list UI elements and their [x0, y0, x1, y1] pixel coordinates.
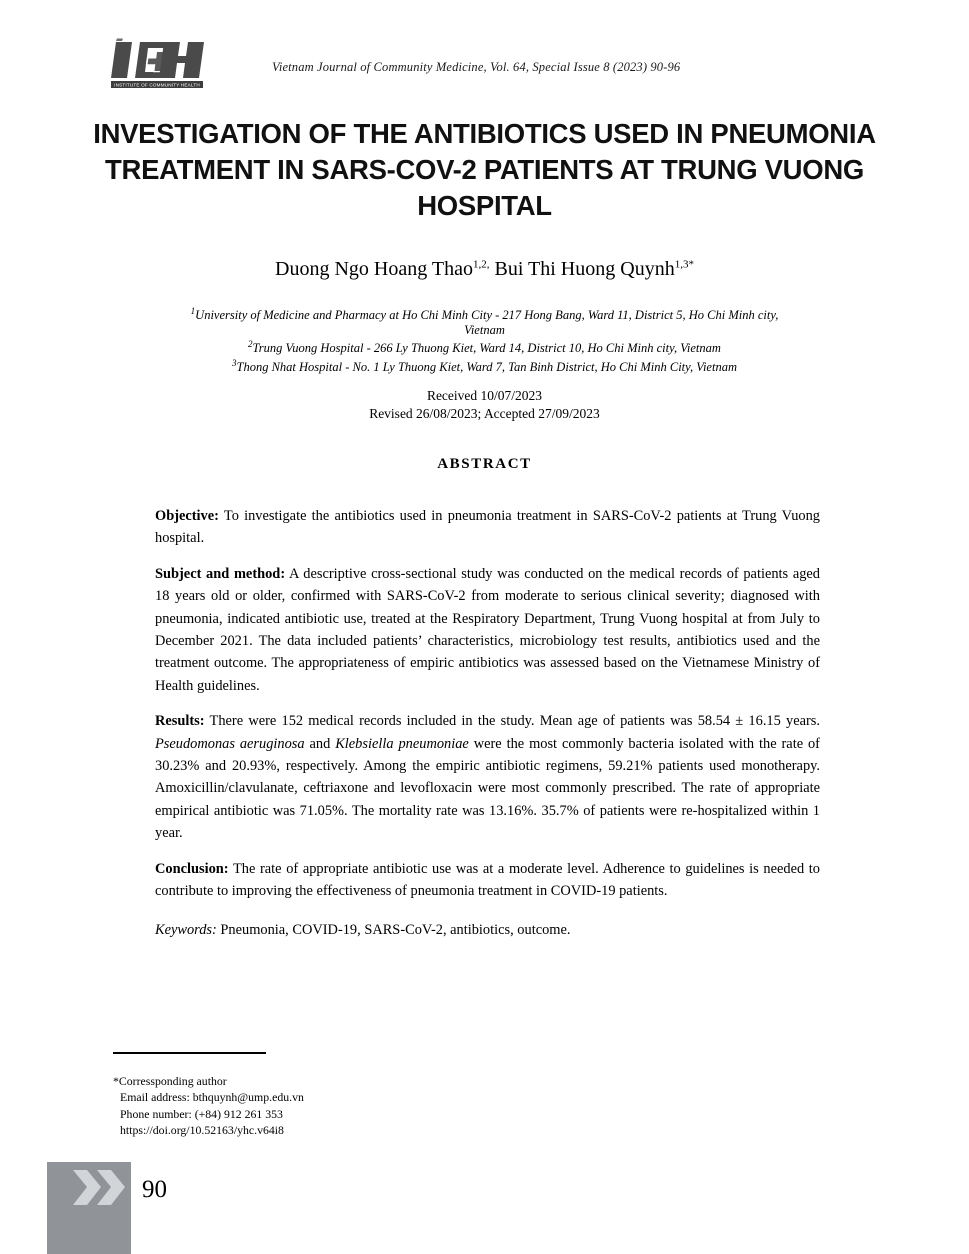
- objective-label: Objective:: [155, 508, 219, 524]
- results-text-part-2: and: [304, 735, 336, 752]
- corresponding-author-phone: Phone number: (+84) 912 261 353: [120, 1106, 283, 1121]
- footnote-divider: [113, 1052, 266, 1054]
- affiliation-2: [92, 337, 877, 356]
- author-name-2: Bui Thi Huong Quynh: [494, 258, 675, 280]
- revised-accepted-date: Revised 26/08/2023; Accepted 27/09/2023: [369, 406, 600, 421]
- corresponding-author-email[interactable]: Email address: bthquynh@ump.edu.vn: [120, 1090, 304, 1105]
- title-line-1: INVESTIGATION OF THE ANTIBIOTICS USED IN PNEUMONIA: [93, 118, 876, 149]
- method-text: A descriptive cross-sectional study was conducted on the medical records of patients aged 18 years old or older, confirmed with SARS-CoV-2 from moderate to serious clinical severity; diagnosed with pneumonia, indicated antibiotic use, treated at the Respiratory Department, Trung Vuong hospital at from July to December 2021. The data included patients’ characteristics, microbiology test results, antibiotics used and the treatment outcome. The appropriateness of empiric antibiotics was assessed based on the Vietnamese Ministry of Health guidelines.: [155, 565, 820, 694]
- abstract-conclusion-paragraph: [155, 858, 820, 903]
- abstract-heading: ABSTRACT: [437, 456, 532, 472]
- article-doi-link[interactable]: https://doi.org/10.52163/yhc.v64i8: [120, 1123, 284, 1138]
- abstract-keywords-paragraph: [155, 919, 820, 941]
- author-list: [92, 258, 877, 281]
- keywords-text: Pneumonia, COVID-19, SARS-CoV-2, antibiotics, outcome.: [216, 921, 571, 938]
- page-title: [92, 116, 877, 224]
- page-number: 90: [142, 1176, 167, 1203]
- affiliation-2-text: Trung Vuong Hospital - 266 Ly Thuong Kiet, Ward 14, District 10, Ho Chi Minh city, Vietnam: [252, 341, 721, 356]
- abstract-results-paragraph: [155, 710, 820, 844]
- results-species-2: Klebsiella pneumoniae: [335, 735, 469, 752]
- received-date: Received 10/07/2023: [426, 388, 543, 403]
- results-text-part-3: were the most commonly bacteria isolated with the rate of 30.23% and 20.93%, respectively. Among the empiric antibiotic regimens, 59.21% patients used monotherapy. Amoxicillin/clavulanate, ceftriaxone and levofloxacin were most commonly prescribed. The rate of appropriate empirical antibiotic was 71.05%. The mortality rate was 13.16%. 35.7% of patients were re-hospitalized within 1 year.: [155, 735, 820, 842]
- article-dates: [92, 387, 877, 423]
- keywords-label: Keywords:: [155, 921, 217, 938]
- abstract-objective-paragraph: [155, 505, 820, 550]
- double-chevron-right-icon: [67, 1168, 127, 1208]
- page-marker-block: [47, 1162, 131, 1254]
- results-text-part-1: There were 152 medical records included in the study. Mean age of patients was 58.54 ± 16.15 years.: [204, 713, 820, 730]
- conclusion-label: Conclusion:: [155, 860, 229, 877]
- results-label: Results:: [155, 713, 205, 730]
- journal-logo-icon: [110, 38, 204, 90]
- affiliation-1-continued: Vietnam: [464, 322, 505, 337]
- corresponding-author-label: *Corressponding author: [113, 1074, 227, 1088]
- affiliation-list: [92, 304, 877, 374]
- affiliation-marker-2: 2: [248, 339, 253, 350]
- abstract-method-paragraph: [155, 563, 820, 697]
- page-header: [0, 36, 969, 98]
- affiliation-1: [92, 304, 877, 323]
- objective-text: To investigate the antibiotics used in pneumonia treatment in SARS-CoV-2 patients at Trung Vuong hospital.: [155, 508, 820, 547]
- author-affiliation-marker-2: 1,3*: [674, 258, 694, 271]
- method-label: Subject and method:: [155, 565, 286, 582]
- affiliation-3-text: Thong Nhat Hospital - No. 1 Ly Thuong Kiet, Ward 7, Tan Binh District, Ho Chi Minh City, Vietnam: [236, 359, 737, 374]
- footnote-block: [113, 1073, 563, 1139]
- results-species-1: Pseudomonas aeruginosa: [155, 735, 305, 752]
- author-affiliation-marker-1: 1,2,: [473, 258, 490, 271]
- affiliation-marker-1: 1: [190, 306, 196, 316]
- journal-citation-line: Vietnam Journal of Community Medicine, Vol. 64, Special Issue 8 (2023) 90-96: [272, 60, 681, 74]
- affiliation-1-text: University of Medicine and Pharmacy at Ho Chi Minh City - 217 Hong Bang, Ward 11, District 5, Ho Chi Minh city,: [195, 308, 779, 323]
- title-line-3: HOSPITAL: [417, 190, 552, 221]
- conclusion-text: The rate of appropriate antibiotic use was at a moderate level. Adherence to guidelines is needed to contribute to improving the effectiveness of pneumonia treatment in COVID-19 patients.: [155, 860, 820, 900]
- author-name-1: Duong Ngo Hoang Thao: [275, 258, 473, 280]
- abstract-body: [155, 505, 820, 954]
- affiliation-3: [92, 356, 877, 375]
- title-line-2: TREATMENT IN SARS-COV-2 PATIENTS AT TRUNG VUONG: [105, 154, 864, 185]
- svg-text:INSTITUTE OF COMMUNITY HEALTH: INSTITUTE OF COMMUNITY HEALTH: [114, 82, 200, 88]
- affiliation-marker-3: 3: [232, 357, 237, 368]
